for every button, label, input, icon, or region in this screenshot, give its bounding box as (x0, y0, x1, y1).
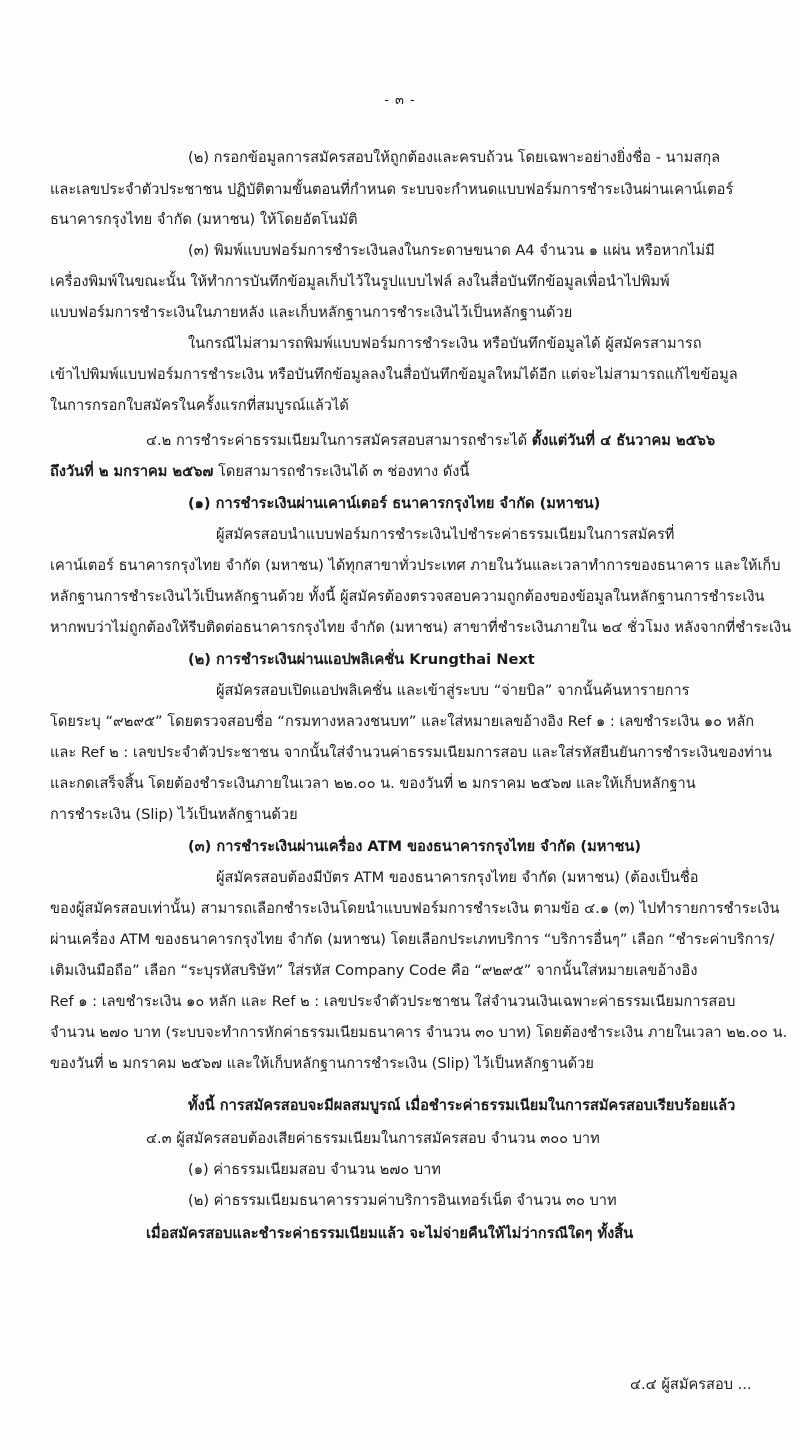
text-line: หลักฐานการชำระเงินไว้เป็นหลักฐานด้วย ทั้งนี้ ผู้สมัครต้องตรวจสอบความถูกต้องของข้อมูลในหลักฐานการชำระเงิน (50, 588, 765, 605)
text-span: ๔.๒ การชำระค่าธรรมเนียมในการสมัครสอบสามารถชำระได้ (146, 432, 532, 449)
text-line: ผ่านเครื่อง ATM ของธนาคารกรุงไทย จำกัด (มหาชน) โดยเลือกประเภทบริการ “บริการอื่นๆ” เลือก “ชำระค่าบริการ/ (50, 931, 775, 948)
text-line: ของผู้สมัครสอบเท่านั้น) สามารถเลือกชำระเงินโดยนำแบบฟอร์มการชำระเงิน ตามข้อ ๔.๑ (๓) ไปทำรายการชำระเงิน (50, 900, 780, 917)
text-line: โดยระบุ “๙๒๙๕” โดยตรวจสอบชื่อ “กรมทางหลวงชนบท” และใส่หมายเลขอ้างอิง Ref ๑ : เลขชำระเงิน ๑๐ หลัก (50, 713, 755, 730)
page-number: - ๓ - (384, 93, 416, 108)
payment-end-date: ถึงวันที่ ๒ มกราคม ๒๕๖๗ (50, 463, 214, 480)
text-line: ในกรณีไม่สามารถพิมพ์แบบฟอร์มการชำระเงิน หรือบันทึกข้อมูลได้ ผู้สมัครสามารถ (188, 335, 702, 352)
continuation-marker: ๔.๔ ผู้สมัครสอบ ... (630, 1376, 752, 1393)
text-line: เคาน์เตอร์ ธนาคารกรุงไทย จำกัด (มหาชน) ได้ทุกสาขาทั่วประเทศ ภายในวันและเวลาทำการของธนาคาร และให้เก็บ (50, 557, 781, 574)
text-line: (๓) พิมพ์แบบฟอร์มการชำระเงินลงในกระดาษขนาด A4 จำนวน ๑ แผ่น หรือหากไม่มี (188, 242, 715, 259)
text-line: และเลขประจำตัวประชาชน ปฏิบัติตามขั้นตอนที่กำหนด ระบบจะกำหนดแบบฟอร์มการชำระเงินผ่านเคาน์เตอร์ (50, 181, 734, 198)
section-4-2-line (146, 431, 786, 451)
section-4-2-line (50, 462, 790, 482)
text-line: หากพบว่าไม่ถูกต้องให้รีบติดต่อธนาคารกรุงไทย จำกัด (มหาชน) สาขาที่ชำระเงินภายใน ๒๔ ชั่วโมง หลังจากที่ชำระเงิน (50, 619, 792, 636)
text-line: ธนาคารกรุงไทย จำกัด (มหาชน) ให้โดยอัตโนมัติ (50, 211, 358, 228)
text-line: เติมเงินมือถือ” เลือก “ระบุรหัสบริษัท” ใส่รหัส Company Code คือ “๙๒๙๕” จากนั้นใส่หมายเลขอ้างอิง (50, 962, 698, 979)
text-line: (๑) ค่าธรรมเนียมสอบ จำนวน ๒๗๐ บาท (188, 1161, 441, 1178)
subheading-app-payment: (๒) การชำระเงินผ่านแอปพลิเคชั่น Krungthai Next (188, 651, 535, 668)
text-line: ผู้สมัครสอบเปิดแอปพลิเคชั่น และเข้าสู่ระบบ “จ่ายบิล” จากนั้นค้นหารายการ (216, 682, 690, 699)
subheading-counter-payment: (๑) การชำระเงินผ่านเคาน์เตอร์ ธนาคารกรุงไทย จำกัด (มหาชน) (188, 495, 601, 512)
text-line: ผู้สมัครสอบนำแบบฟอร์มการชำระเงินไปชำระค่าธรรมเนียมในการสมัครที่ (216, 526, 675, 543)
text-line: ของวันที่ ๒ มกราคม ๒๕๖๗ และให้เก็บหลักฐานการชำระเงิน (Slip) ไว้เป็นหลักฐานด้วย (50, 1055, 594, 1072)
text-line: และ Ref ๒ : เลขประจำตัวประชาชน จากนั้นใส่จำนวนค่าธรรมเนียมการสอบ และใส่รหัสยืนยันการชำระเงินของท่าน (50, 744, 772, 761)
no-refund-note: เมื่อสมัครสอบและชำระค่าธรรมเนียมแล้ว จะไม่จ่ายคืนให้ไม่ว่ากรณีใดๆ ทั้งสิ้น (146, 1225, 634, 1242)
text-line: ผู้สมัครสอบต้องมีบัตร ATM ของธนาคารกรุงไทย จำกัด (มหาชน) (ต้องเป็นชื่อ (216, 869, 699, 886)
text-line: เครื่องพิมพ์ในขณะนั้น ให้ทำการบันทึกข้อมูลเก็บไว้ในรูปแบบไฟล์ ลงในสื่อบันทึกข้อมูลเพื่อนำไปพิมพ์ (50, 273, 670, 290)
text-line: Ref ๑ : เลขชำระเงิน ๑๐ หลัก และ Ref ๒ : เลขประจำตัวประชาชน ใส่จำนวนเงินเฉพาะค่าธรรมเนียมการสอบ (50, 993, 736, 1010)
text-line: (๒) กรอกข้อมูลการสมัครสอบให้ถูกต้องและครบถ้วน โดยเฉพาะอย่างยิ่งชื่อ - นามสกุล (188, 149, 721, 166)
text-line: แบบฟอร์มการชำระเงินในภายหลัง และเก็บหลักฐานการชำระเงินไว้เป็นหลักฐานด้วย (50, 304, 573, 321)
payment-start-date: ตั้งแต่วันที่ ๔ ธันวาคม ๒๕๖๖ (531, 432, 716, 449)
text-line: เข้าไปพิมพ์แบบฟอร์มการชำระเงิน หรือบันทึกข้อมูลลงในสื่อบันทึกข้อมูลใหม่ได้อีก แต่จะไม่สามารถแก้ไขข้อมูล (50, 366, 738, 383)
text-line: จำนวน ๒๗๐ บาท (ระบบจะทำการหักค่าธรรมเนียมธนาคาร จำนวน ๓๐ บาท) โดยต้องชำระเงิน ภายในเวลา ๒๒.๐๐ น. (50, 1024, 788, 1041)
completion-note: ทั้งนี้ การสมัครสอบจะมีผลสมบูรณ์ เมื่อชำระค่าธรรมเนียมในการสมัครสอบเรียบร้อยแล้ว (188, 1097, 736, 1114)
text-line: ในการกรอกใบสมัครในครั้งแรกที่สมบูรณ์แล้วได้ (50, 397, 349, 414)
text-line: การชำระเงิน (Slip) ไว้เป็นหลักฐานด้วย (50, 806, 298, 823)
text-span: โดยสามารถชำระเงินได้ ๓ ช่องทาง ดังนี้ (213, 463, 470, 480)
text-line: และกดเสร็จสิ้น โดยต้องชำระเงินภายในเวลา ๒๒.๐๐ น. ของวันที่ ๒ มกราคม ๒๕๖๗ และให้เก็บหลักฐาน (50, 775, 696, 792)
subheading-atm-payment: (๓) การชำระเงินผ่านเครื่อง ATM ของธนาคารกรุงไทย จำกัด (มหาชน) (188, 838, 642, 855)
text-line: (๒) ค่าธรรมเนียมธนาคารรวมค่าบริการอินเทอร์เน็ต จำนวน ๓๐ บาท (188, 1192, 617, 1209)
text-line: ๔.๓ ผู้สมัครสอบต้องเสียค่าธรรมเนียมในการสมัครสอบ จำนวน ๓๐๐ บาท (146, 1130, 600, 1147)
